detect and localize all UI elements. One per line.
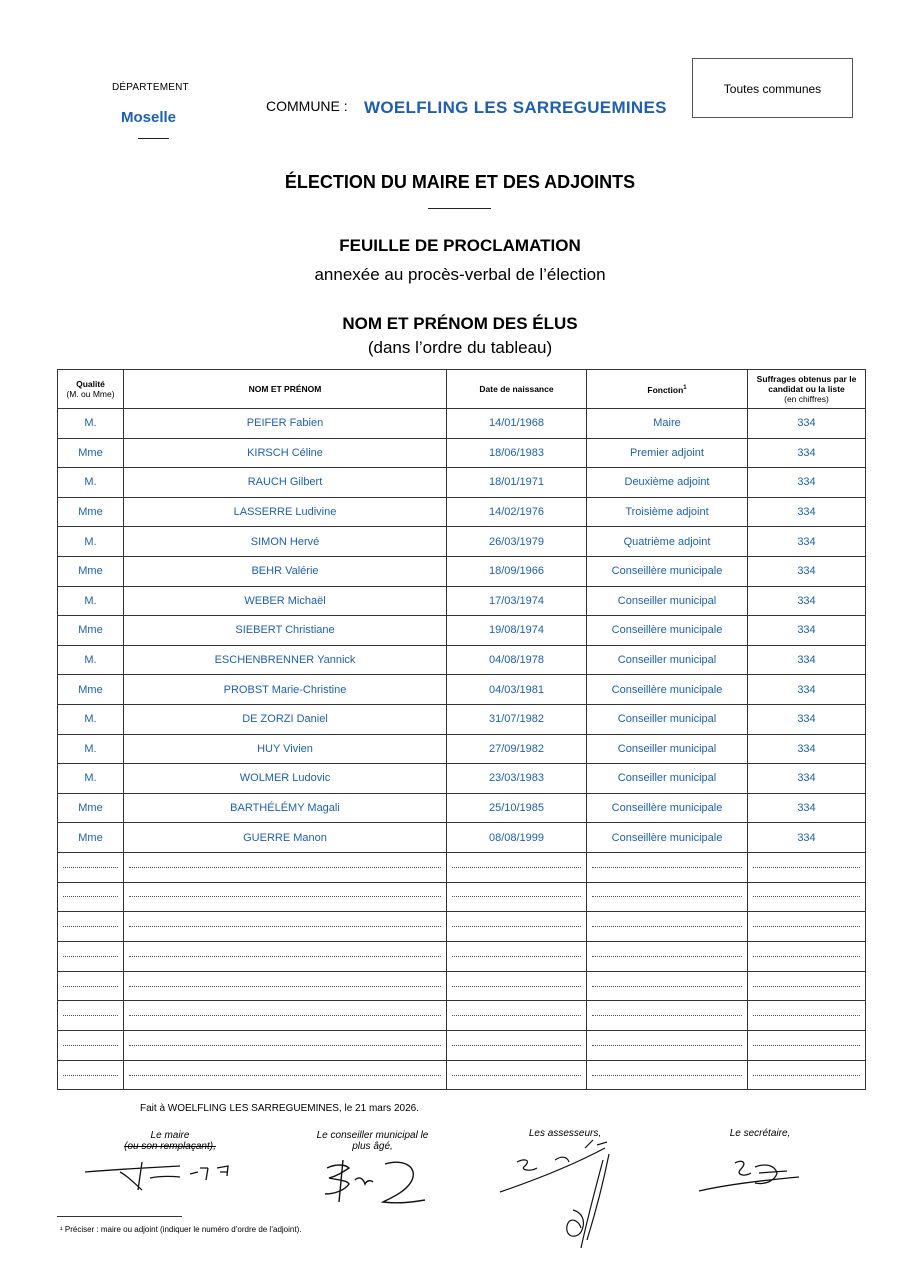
dotted-line [129, 1015, 441, 1016]
cell-suffrages: 334 [748, 704, 866, 734]
cell-suffrages: 334 [748, 793, 866, 823]
cell-qualite: M. [58, 586, 124, 616]
dotted-line [753, 1045, 860, 1046]
cell-date: 17/03/1974 [447, 586, 587, 616]
cell-fonction: Conseiller municipal [587, 704, 748, 734]
empty-cell [587, 1001, 748, 1031]
dotted-line [592, 867, 742, 868]
cell-suffrages: 334 [748, 616, 866, 646]
cell-date: 18/01/1971 [447, 468, 587, 498]
empty-cell [447, 971, 587, 1001]
cell-suffrages: 334 [748, 675, 866, 705]
cell-suffrages: 334 [748, 527, 866, 557]
cell-qualite: M. [58, 527, 124, 557]
cell-date: 18/09/1966 [447, 556, 587, 586]
dotted-line [129, 1045, 441, 1046]
made-at: Fait à WOELFLING LES SARREGUEMINES, le 21 mars 2026. [140, 1103, 419, 1114]
dotted-line [592, 896, 742, 897]
cell-suffrages: 334 [748, 556, 866, 586]
cell-nom: GUERRE Manon [124, 823, 447, 853]
cell-date: 27/09/1982 [447, 734, 587, 764]
dotted-line [592, 956, 742, 957]
empty-cell [748, 971, 866, 1001]
empty-cell [124, 882, 447, 912]
cell-fonction: Conseillère municipale [587, 823, 748, 853]
cell-qualite: M. [58, 704, 124, 734]
commune-type-label: Toutes communes [723, 82, 822, 96]
cell-suffrages: 334 [748, 438, 866, 468]
elected-table [57, 369, 866, 1090]
empty-row [58, 941, 866, 971]
cell-suffrages: 334 [748, 823, 866, 853]
dotted-line [63, 867, 118, 868]
dotted-line [129, 986, 441, 987]
empty-row [58, 1060, 866, 1090]
cell-fonction: Deuxième adjoint [587, 468, 748, 498]
cell-qualite: M. [58, 764, 124, 794]
cell-date: 18/06/1983 [447, 438, 587, 468]
header-date: Date de naissance [447, 370, 587, 409]
cell-nom: PROBST Marie-Christine [124, 675, 447, 705]
dotted-line [129, 896, 441, 897]
signature-secretaire-image [695, 1155, 815, 1200]
empty-cell [58, 882, 124, 912]
table-header-row [58, 370, 866, 409]
cell-fonction: Conseillère municipale [587, 675, 748, 705]
cell-nom: BARTHÉLÉMY Magali [124, 793, 447, 823]
cell-nom: WEBER Michaël [124, 586, 447, 616]
dotted-line [129, 867, 441, 868]
cell-suffrages: 334 [748, 645, 866, 675]
departement-value: Moselle [121, 109, 177, 126]
header-suffrages: Suffrages obtenus par le candidat ou la liste (en chiffres) [748, 370, 866, 409]
sheet-title: FEUILLE DE PROCLAMATION [339, 236, 581, 255]
empty-cell [748, 882, 866, 912]
list-subtitle: (dans l’ordre du tableau) [367, 338, 553, 357]
cell-date: 19/08/1974 [447, 616, 587, 646]
table-row [58, 823, 866, 853]
cell-fonction: Maire [587, 409, 748, 439]
empty-cell [748, 1001, 866, 1031]
empty-cell [447, 941, 587, 971]
cell-fonction: Troisième adjoint [587, 497, 748, 527]
empty-cell [748, 1060, 866, 1090]
header-qualite: Qualité (M. ou Mme) [58, 370, 124, 409]
signature-maire-label: Le maire (ou son remplaçant), [124, 1130, 216, 1152]
cell-fonction: Conseillère municipale [587, 556, 748, 586]
dotted-line [452, 986, 581, 987]
cell-suffrages: 334 [748, 586, 866, 616]
table-row [58, 468, 866, 498]
empty-cell [58, 1001, 124, 1031]
header-fonction: Fonction$^1$ [587, 370, 748, 409]
page-title: ÉLECTION DU MAIRE ET DES ADJOINTS [284, 172, 636, 192]
dotted-line [452, 1075, 581, 1076]
cell-suffrages: 334 [748, 409, 866, 439]
cell-qualite: M. [58, 409, 124, 439]
cell-qualite: Mme [58, 556, 124, 586]
table-row [58, 497, 866, 527]
cell-qualite: Mme [58, 675, 124, 705]
signature-maire-image [80, 1150, 250, 1200]
dotted-line [63, 896, 118, 897]
cell-nom: WOLMER Ludovic [124, 764, 447, 794]
cell-date: 23/03/1983 [447, 764, 587, 794]
cell-date: 14/02/1976 [447, 497, 587, 527]
dotted-line [452, 956, 581, 957]
empty-row [58, 882, 866, 912]
empty-cell [447, 882, 587, 912]
dotted-line [452, 1045, 581, 1046]
empty-cell [447, 912, 587, 942]
table-row [58, 409, 866, 439]
table-row [58, 645, 866, 675]
dotted-line [63, 956, 118, 957]
dotted-line [753, 867, 860, 868]
cell-nom: LASSERRE Ludivine [124, 497, 447, 527]
empty-cell [58, 971, 124, 1001]
cell-suffrages: 334 [748, 497, 866, 527]
cell-fonction: Conseillère municipale [587, 793, 748, 823]
cell-qualite: M. [58, 734, 124, 764]
list-title: NOM ET PRÉNOM DES ÉLUS [342, 314, 578, 333]
divider [428, 208, 491, 209]
cell-fonction: Premier adjoint [587, 438, 748, 468]
empty-cell [748, 852, 866, 882]
commune-label: COMMUNE : [266, 98, 348, 114]
empty-cell [587, 971, 748, 1001]
sheet-subtitle: annexée au procès-verbal de l’élection [314, 265, 606, 284]
dotted-line [63, 1015, 118, 1016]
departement-label: DÉPARTEMENT [112, 82, 189, 93]
empty-cell [587, 941, 748, 971]
dotted-line [592, 926, 742, 927]
table-row [58, 793, 866, 823]
cell-qualite: Mme [58, 823, 124, 853]
cell-nom: ESCHENBRENNER Yannick [124, 645, 447, 675]
table-row [58, 764, 866, 794]
dotted-line [753, 896, 860, 897]
empty-cell [58, 941, 124, 971]
divider [138, 138, 169, 139]
cell-nom: PEIFER Fabien [124, 409, 447, 439]
signature-secretaire-label: Le secrétaire, [729, 1128, 791, 1139]
cell-nom: DE ZORZI Daniel [124, 704, 447, 734]
dotted-line [592, 1015, 742, 1016]
cell-date: 14/01/1968 [447, 409, 587, 439]
empty-row [58, 1001, 866, 1031]
dotted-line [129, 1075, 441, 1076]
table-row [58, 556, 866, 586]
dotted-line [63, 986, 118, 987]
cell-nom: BEHR Valérie [124, 556, 447, 586]
table-row [58, 586, 866, 616]
empty-row [58, 852, 866, 882]
cell-fonction: Conseiller municipal [587, 764, 748, 794]
cell-date: 08/08/1999 [447, 823, 587, 853]
cell-nom: KIRSCH Céline [124, 438, 447, 468]
empty-row [58, 971, 866, 1001]
empty-cell [587, 1031, 748, 1061]
cell-date: 25/10/1985 [447, 793, 587, 823]
cell-nom: SIMON Hervé [124, 527, 447, 557]
signature-conseiller-label: Le conseiller municipal le plus âgé, [316, 1130, 429, 1152]
empty-cell [124, 1031, 447, 1061]
header-nom: NOM ET PRÉNOM [124, 370, 447, 409]
dotted-line [753, 956, 860, 957]
dotted-line [753, 986, 860, 987]
empty-cell [58, 1031, 124, 1061]
cell-qualite: Mme [58, 438, 124, 468]
dotted-line [63, 926, 118, 927]
cell-fonction: Conseiller municipal [587, 586, 748, 616]
dotted-line [592, 1075, 742, 1076]
empty-cell [587, 882, 748, 912]
dotted-line [753, 1015, 860, 1016]
dotted-line [63, 1045, 118, 1046]
cell-date: 04/08/1978 [447, 645, 587, 675]
empty-cell [58, 1060, 124, 1090]
cell-suffrages: 334 [748, 734, 866, 764]
cell-fonction: Conseiller municipal [587, 645, 748, 675]
footnote-divider [57, 1216, 182, 1217]
empty-cell [447, 1031, 587, 1061]
table-row [58, 675, 866, 705]
empty-cell [124, 1001, 447, 1031]
empty-cell [748, 941, 866, 971]
empty-row [58, 1031, 866, 1061]
footnote: ¹ Préciser : maire ou adjoint (indiquer le numéro d’ordre de l’adjoint). [60, 1225, 302, 1234]
empty-cell [124, 971, 447, 1001]
empty-cell [587, 912, 748, 942]
empty-cell [58, 912, 124, 942]
dotted-line [129, 956, 441, 957]
empty-cell [124, 1060, 447, 1090]
cell-nom: HUY Vivien [124, 734, 447, 764]
empty-cell [447, 852, 587, 882]
cell-nom: RAUCH Gilbert [124, 468, 447, 498]
signature-assesseurs-image [495, 1140, 625, 1255]
cell-qualite: Mme [58, 793, 124, 823]
table-row [58, 734, 866, 764]
dotted-line [452, 896, 581, 897]
dotted-line [452, 1015, 581, 1016]
commune-value: WOELFLING LES SARREGUEMINES [364, 98, 667, 117]
empty-cell [587, 1060, 748, 1090]
cell-nom: SIEBERT Christiane [124, 616, 447, 646]
empty-row [58, 912, 866, 942]
dotted-line [592, 1045, 742, 1046]
table-row [58, 527, 866, 557]
empty-cell [748, 912, 866, 942]
dotted-line [753, 926, 860, 927]
empty-cell [587, 852, 748, 882]
cell-qualite: M. [58, 468, 124, 498]
dotted-line [63, 1075, 118, 1076]
dotted-line [129, 926, 441, 927]
cell-qualite: M. [58, 645, 124, 675]
empty-cell [124, 941, 447, 971]
cell-qualite: Mme [58, 616, 124, 646]
table-row [58, 616, 866, 646]
cell-suffrages: 334 [748, 468, 866, 498]
empty-cell [447, 1060, 587, 1090]
cell-fonction: Conseiller municipal [587, 734, 748, 764]
empty-cell [124, 912, 447, 942]
empty-cell [447, 1001, 587, 1031]
empty-cell [124, 852, 447, 882]
signature-assesseurs-label: Les assesseurs, [528, 1128, 602, 1139]
cell-suffrages: 334 [748, 764, 866, 794]
cell-qualite: Mme [58, 497, 124, 527]
dotted-line [753, 1075, 860, 1076]
cell-fonction: Quatrième adjoint [587, 527, 748, 557]
cell-date: 04/03/1981 [447, 675, 587, 705]
empty-cell [58, 852, 124, 882]
dotted-line [452, 867, 581, 868]
dotted-line [452, 926, 581, 927]
cell-date: 26/03/1979 [447, 527, 587, 557]
signature-conseiller-image [315, 1150, 435, 1210]
cell-date: 31/07/1982 [447, 704, 587, 734]
empty-cell [748, 1031, 866, 1061]
dotted-line [592, 986, 742, 987]
cell-fonction: Conseillère municipale [587, 616, 748, 646]
table-row [58, 438, 866, 468]
table-row [58, 704, 866, 734]
